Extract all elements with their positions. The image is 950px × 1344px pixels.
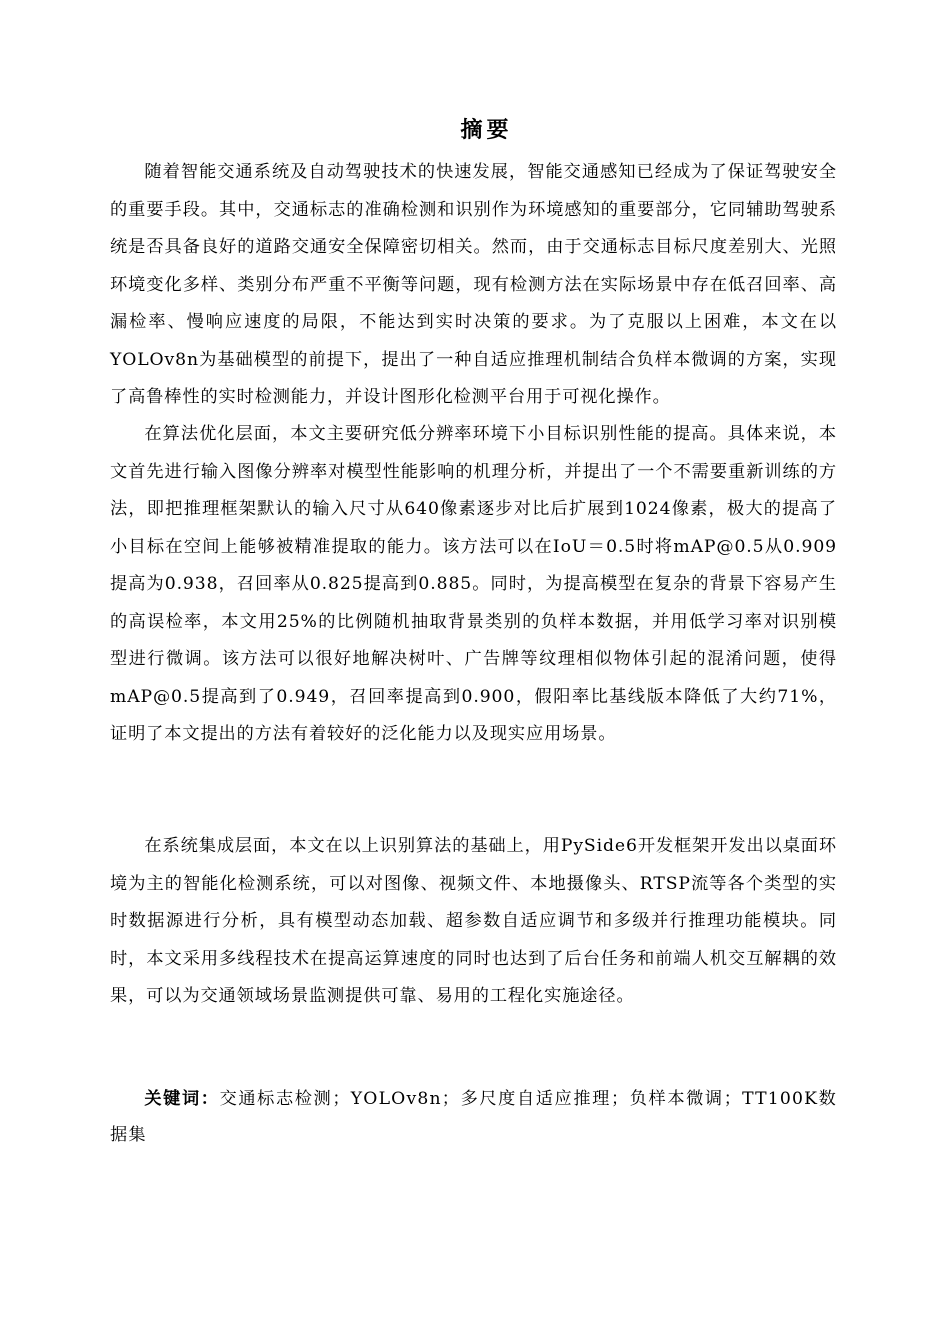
abstract-paragraph-1: 随着智能交通系统及自动驾驶技术的快速发展，智能交通感知已经成为了保证驾驶安全的重要手段。其中，交通标志的准确检测和识别作为环境感知的重要部分，它同辅助驾驶系统是否具备良好的道路交通安全保障密切相关。然而，由于交通标志目标尺度差别大、光照环境变化多样、类别分布严重不平衡等问题，现有检测方法在实际场景中存在低召回率、高漏检率、慢响应速度的局限，不能达到实时决策的要求。为了克服以上困难，本文在以YOLOv8n为基础模型的前提下，提出了一种自适应推理机制结合负样本微调的方案，实现了高鲁棒性的实时检测能力，并设计图形化检测平台用于可视化操作。 <box>110 162 837 407</box>
abstract-title: 摘要 <box>460 117 513 143</box>
keywords-text: 交通标志检测；YOLOv8n；多尺度自适应推理；负样本微调；TT100K数据集 <box>110 1089 837 1145</box>
keywords-label: 关键词： <box>144 1089 220 1109</box>
abstract-paragraph-2: 在算法优化层面，本文主要研究低分辨率环境下小目标识别性能的提高。具体来说，本文首先进行输入图像分辨率对模型性能影响的机理分析，并提出了一个不需要重新训练的方法，即把推理框架默认的输入尺寸从640像素逐步对比后扩展到1024像素，极大的提高了小目标在空间上能够被精准提取的能力。该方法可以在IoU＝0.5时将mAP@0.5从0.909提高为0.938，召回率从0.825提高到0.885。同时，为提高模型在复杂的背景下容易产生的高误检率，本文用25%的比例随机抽取背景类别的负样本数据，并用低学习率对识别模型进行微调。该方法可以很好地解决树叶、广告牌等纹理相似物体引起的混淆问题，使得mAP@0.5提高到了0.949，召回率提高到0.900，假阳率比基线版本降低了大约71%，证明了本文提出的方法有着较好的泛化能力以及现实应用场景。 <box>110 424 837 744</box>
keywords-line <box>110 1081 837 1153</box>
abstract-paragraph-3: 在系统集成层面，本文在以上识别算法的基础上，用PySide6开发框架开发出以桌面环境为主的智能化检测系统，可以对图像、视频文件、本地摄像头、RTSP流等各个类型的实时数据源进行分析，具有模型动态加载、超参数自适应调节和多级并行推理功能模块。同时，本文采用多线程技术在提高运算速度的同时也达到了后台任务和前端人机交互解耦的效果，可以为交通领域场景监测提供可靠、易用的工程化实施途径。 <box>110 836 837 1006</box>
